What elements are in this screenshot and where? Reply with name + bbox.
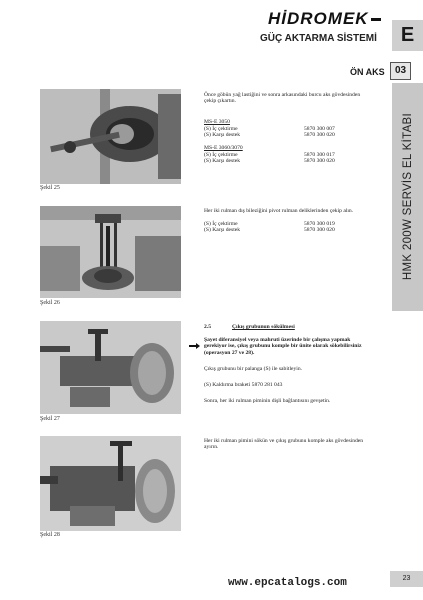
figure-27-photo [40, 321, 181, 414]
section-title: GÜÇ AKTARMA SİSTEMİ [260, 33, 377, 44]
part-name: (S) Karşı destek [204, 158, 241, 165]
brand-dash-icon [371, 18, 381, 21]
section-letter-badge: E [392, 20, 423, 51]
figure-27-drawing [40, 321, 181, 414]
sidebar-manual-title: HMK 200W SERVİS EL KİTABI [401, 113, 414, 281]
sidebar-manual-title-wrap [392, 83, 423, 311]
part-code: 5870 300 007 [304, 126, 335, 132]
figure-27-label: Şekil 27 [40, 416, 60, 422]
figure-25-drawing [40, 89, 181, 184]
brand-logo [268, 9, 381, 29]
part-code: 5870 300 019 [304, 221, 335, 227]
table-row [204, 132, 374, 138]
block3-step1: Çıkış grubunu bir palanga (S) ile sabitleyin. [204, 366, 303, 372]
page-number: 23 [390, 571, 423, 587]
figure-28-label: Şekil 28 [40, 532, 60, 538]
block3-step3: Sonra, her iki rulman piminin dişli bağlantısını gevşetin. [204, 398, 331, 404]
part-name: (S) Karşı destek [204, 132, 241, 139]
block2-intro: Her iki rulman dış bileziğini pivot rulman deliklerinden çekip alın. [204, 208, 354, 214]
part-name: (S) İç çektirme [204, 126, 238, 132]
part-name: (S) İç çektirme [204, 221, 238, 227]
block1-intro: Önce göbün yağ lastiğini ve sonra arkasındaki burcu aks gövdesinden çekip çıkartın. [204, 92, 361, 105]
figure-25-label: Şekil 25 [40, 185, 60, 191]
figure-28-photo [40, 436, 181, 531]
block4-text: Her iki rulman pimini sökün ve çıkış grubunu komple aks gövdesinden ayırın. [204, 438, 364, 451]
pointing-hand-icon [188, 337, 202, 345]
brand-name: HİDROMEK [268, 9, 369, 28]
figure-26-label: Şekil 26 [40, 300, 60, 306]
part-code: 5870 300 020 [304, 158, 335, 165]
chapter-number-badge: 03 [390, 62, 411, 80]
block3-section-number: 2.5 [204, 324, 211, 330]
footer-url[interactable]: www.epcatalogs.com [228, 577, 347, 589]
figure-26-photo [40, 206, 181, 298]
chapter-title: ÖN AKS [350, 67, 385, 77]
block1-model-a: MS-E 3050 [204, 119, 230, 125]
figure-25-photo [40, 89, 181, 184]
part-code: 5870 300 020 [304, 227, 335, 234]
block1-model-b-table [204, 152, 374, 165]
part-name: (S) Karşı destek [204, 227, 241, 234]
block1-model-a-table [204, 126, 374, 139]
part-code: 5870 300 017 [304, 152, 335, 158]
block3-step2: (S) Kaldırma braketi 5870 281 043 [204, 382, 283, 388]
figure-26-drawing [40, 206, 181, 298]
block2-table [204, 221, 374, 234]
table-row [204, 227, 374, 233]
block1-model-b: MS-E 3060/3070 [204, 145, 243, 151]
block3-section-title: Çıkış grubunun sökülmesi [232, 324, 295, 330]
figure-28-drawing [40, 436, 181, 531]
part-code: 5870 300 020 [304, 132, 335, 139]
table-row [204, 158, 374, 164]
part-name: (S) İç çektirme [204, 152, 238, 158]
block3-warning: Şayet diferansiyel veya mahruti üzerinde bir çalışma yapmak gerekiyor ise, çıkış grubunu komple bir ünite olarak sökebilirsiniz (operasyon 27 ve 28). [204, 337, 362, 356]
